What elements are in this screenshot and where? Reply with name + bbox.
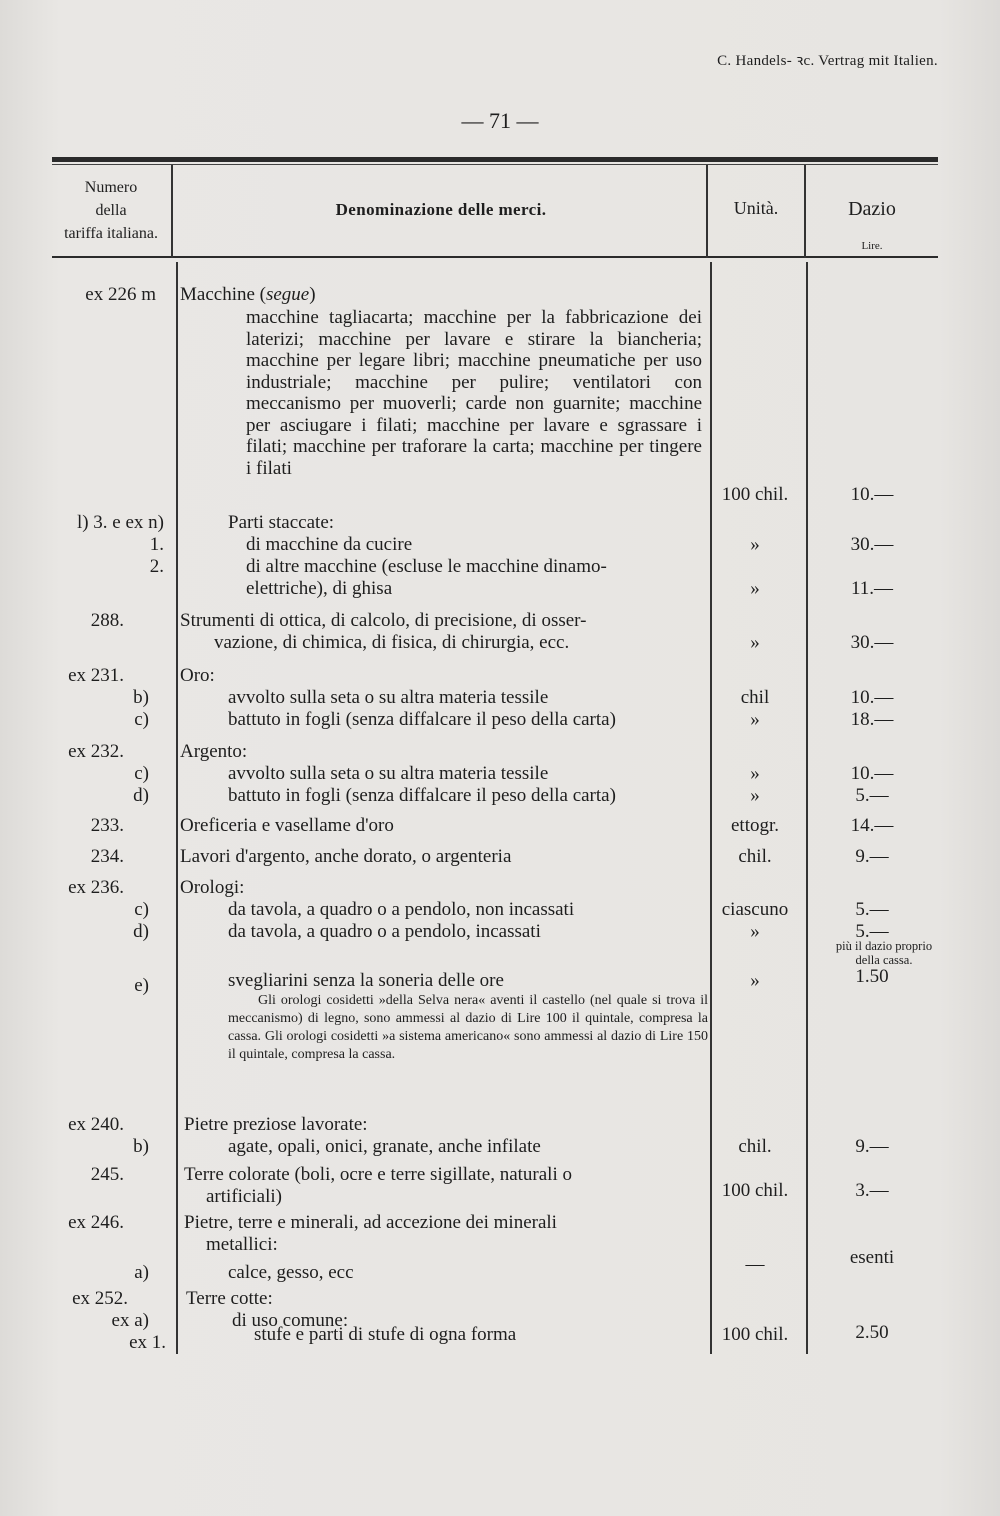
item-description: da tavola, a quadro o a pendolo, incassati: [228, 921, 541, 942]
item-heading: Parti staccate:: [228, 512, 335, 533]
unit-cell: 100 chil.: [721, 1324, 789, 1345]
unit-cell: »: [750, 763, 760, 784]
item-heading: [180, 284, 316, 306]
tariff-number: a): [134, 1262, 149, 1283]
tariff-number: l) 3. e ex n): [76, 512, 164, 533]
tariff-number: d): [133, 785, 149, 806]
tariff-number: ex 240.: [68, 1114, 124, 1135]
dazio-cell: 3.—: [855, 1180, 889, 1201]
dazio-cell: 10.—: [850, 763, 894, 784]
unit-cell: »: [750, 785, 760, 806]
unit-cell: ciascuno: [721, 899, 789, 920]
tariff-number: b): [133, 687, 149, 708]
item-heading-italic: segue: [265, 284, 310, 305]
item-description: battuto in fogli (senza diffalcare il peso della carta): [228, 785, 616, 806]
header-denominazione: Denominazione delle merci.: [335, 200, 547, 219]
item-heading: Oro:: [180, 665, 215, 686]
page-number: — 71 —: [461, 108, 539, 133]
unit-cell: »: [750, 578, 760, 599]
top-rule: [52, 157, 938, 162]
item-description: da tavola, a quadro o a pendolo, non incassati: [228, 899, 575, 920]
item-heading: Pietre preziose lavorate:: [184, 1114, 368, 1135]
item-description: di altre macchine (escluse le macchine dinamo-: [246, 556, 607, 577]
dazio-cell: 5.—: [855, 899, 889, 920]
header-numero-line: Numero: [84, 179, 138, 196]
dazio-cell: 11.—: [850, 578, 894, 599]
item-description: macchine tagliacarta; macchine per la fabbricazione dei laterizi; macchine per lavare e stirare la biancheria; macchine per legare libri; macchine pneumatiche per uso industriale; macchine per pulire; ventilatori con meccanismo per muoverli; carde non guarnite; macchine per asciugare i filati; macchine per lavare e sgrassare i filati; macchine per traforare la carta; macchine per tingere i filati: [246, 307, 702, 479]
tariff-number: 233.: [90, 815, 124, 836]
tariff-number: e): [134, 975, 149, 996]
item-heading: Orologi:: [180, 877, 245, 898]
dazio-cell: 10.—: [850, 484, 894, 505]
item-description: stufe e parti di stufe di ogna forma: [254, 1324, 517, 1345]
dazio-cell: 30.—: [850, 632, 894, 653]
tariff-number: ex 232.: [68, 741, 124, 762]
unit-cell: chil.: [738, 1136, 772, 1157]
item-description: Oreficeria e vasellame d'oro: [180, 815, 394, 836]
tariff-number: 288.: [90, 610, 124, 631]
tariff-number: ex 246.: [68, 1212, 124, 1233]
item-heading: Argento:: [180, 741, 248, 762]
item-description: agate, opali, onici, granate, anche infilate: [228, 1136, 541, 1157]
item-description: avvolto sulla seta o su altra materia tessile: [228, 687, 549, 708]
dazio-cell: 1.50: [855, 966, 889, 987]
tariff-number: 245.: [90, 1164, 124, 1185]
item-description: avvolto sulla seta o su altra materia tessile: [228, 763, 549, 784]
dazio-cell: 14.—: [850, 815, 894, 836]
dazio-cell: 30.—: [850, 534, 894, 555]
item-description: battuto in fogli (senza diffalcare il peso della carta): [228, 709, 616, 730]
tariff-number: ex 1.: [129, 1332, 166, 1353]
item-description: Terre colorate (boli, ocre e terre sigillate, naturali o: [184, 1164, 572, 1185]
dazio-cell: esenti: [849, 1247, 895, 1268]
tariff-number: ex a): [111, 1310, 149, 1331]
item-heading-text: ): [309, 284, 316, 305]
item-description: Lavori d'argento, anche dorato, o argenteria: [180, 846, 512, 867]
dazio-cell: 5.—: [855, 785, 889, 806]
tariff-number: ex 252.: [72, 1288, 128, 1309]
header-numero-line: della: [95, 202, 127, 219]
unit-cell: »: [750, 921, 760, 942]
item-heading-text: Macchine (: [180, 284, 266, 305]
unit-cell: »: [750, 970, 760, 991]
unit-cell: »: [750, 534, 760, 555]
tariff-number: b): [133, 1136, 149, 1157]
unit-cell: chil.: [738, 846, 772, 867]
item-description: calce, gesso, ecc: [228, 1262, 354, 1283]
tariff-number: c): [134, 899, 149, 920]
tariff-number: 2.: [149, 556, 164, 577]
unit-cell: chil: [740, 687, 770, 708]
dazio-cell: 5.—: [855, 921, 889, 942]
unit-cell: 100 chil.: [721, 1180, 789, 1201]
header-unita: Unità.: [733, 198, 779, 218]
item-heading: Terre cotte:: [186, 1288, 273, 1309]
item-description: Strumenti di ottica, di calcolo, di precisione, di osser-: [180, 610, 587, 631]
header-dazio-unit: Lire.: [861, 240, 883, 252]
footnote-orologi: Gli orologi cosidetti »della Selva nera« aventi il castello (nel quale si trova il meccanismo) di legno, sono ammessi al dazio di Lire 100 il quintale, compresa la cassa. Gli orologi cosidetti »a sistema americano« sono ammessi al dazio di Lire 150 il quintale, compresa la cassa.: [228, 993, 708, 1062]
tariff-number: c): [134, 709, 149, 730]
item-description: svegliarini senza la soneria delle ore: [228, 970, 504, 991]
unit-cell: ettogr.: [730, 815, 780, 836]
col-divider: [176, 262, 178, 1354]
dazio-cell: 9.—: [855, 1136, 889, 1157]
dazio-note: [808, 939, 960, 967]
unit-cell: 100 chil.: [721, 484, 789, 505]
tariff-number: c): [134, 763, 149, 784]
dazio-cell: 2.50: [855, 1322, 889, 1343]
tariff-number: ex 226 m: [85, 284, 156, 305]
item-description: di macchine da cucire: [246, 534, 413, 555]
unit-cell: »: [750, 632, 760, 653]
item-heading: di uso comune:: [232, 1310, 349, 1331]
header-numero-line: tariffa italiana.: [64, 225, 158, 242]
dazio-cell: 9.—: [855, 846, 889, 867]
unit-cell: »: [750, 709, 760, 730]
item-description: elettriche), di ghisa: [246, 578, 393, 599]
item-description: artificiali): [206, 1186, 282, 1207]
tariff-number: 234.: [90, 846, 124, 867]
item-heading: Pietre, terre e minerali, ad accezione dei minerali: [184, 1212, 557, 1233]
tariff-number: ex 231.: [68, 665, 124, 686]
item-description: vazione, di chimica, di fisica, di chirurgia, ecc.: [214, 632, 570, 653]
tariff-number: ex 236.: [68, 877, 124, 898]
item-heading: metallici:: [206, 1234, 278, 1255]
tariff-number: d): [133, 921, 149, 942]
tariff-number: 1.: [149, 534, 164, 555]
dazio-note-line: della cassa.: [855, 953, 913, 967]
header-numero: [52, 176, 170, 245]
running-title: C. Handels- ꝛc. Vertrag mit Italien.: [717, 53, 938, 69]
dazio-cell: 10.—: [850, 687, 894, 708]
dazio-note-line: più il dazio proprio: [835, 939, 933, 953]
dazio-cell: 18.—: [850, 709, 894, 730]
unit-cell: —: [745, 1254, 765, 1275]
header-dazio: Dazio: [848, 198, 896, 220]
col-divider: [171, 165, 173, 258]
